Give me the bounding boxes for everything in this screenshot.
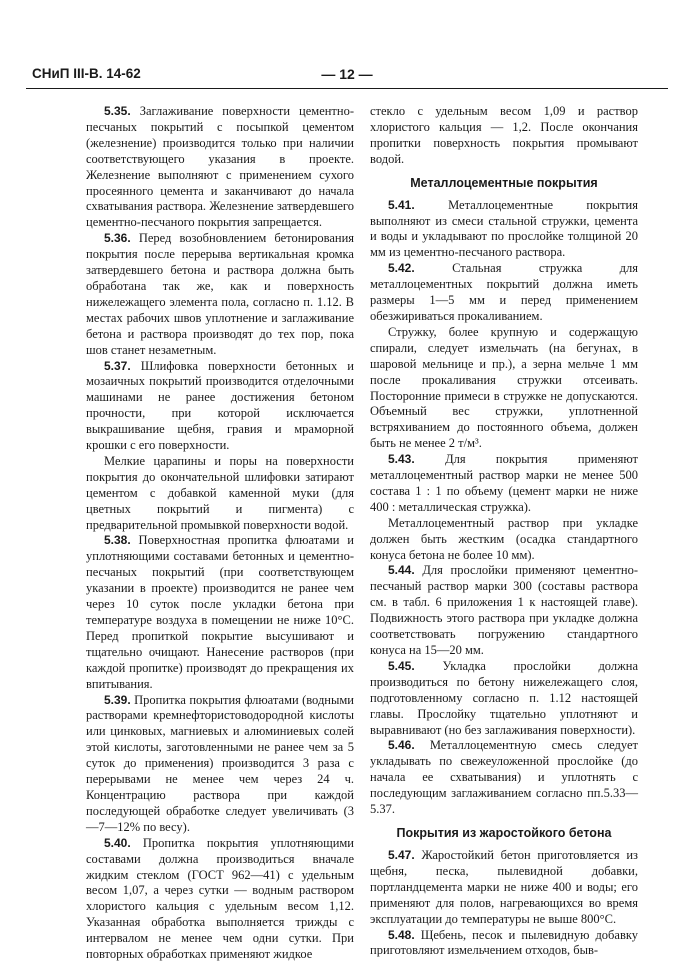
paragraph-5-41: 5.41. Металлоцементные покрытия выполняют из смеси стальной стружки, цемента и воды и укладывают по прослойке толщиной 20 мм из цементно-песчаного раствора. [370, 197, 638, 260]
paragraph-5-36: 5.36. Перед возобновлением бетонирования покрытия после перерыва вертикальная кромка затвердевшего бетона и раствора должна быть обработана так же, как и поверхность нижележащего элемента пола, согласно п. 1.12. В местах рабочих швов уплотнение и заглаживание бетона и раствора производят до тех пор, пока шов станет незаметным. [86, 231, 355, 357]
paragraph-5-40: 5.40. Пропитка покрытия уплотняющими составами должна производиться вначале жидким стеклом (ГОСТ 962—41) с удельным весом 1,07, а через сутки — водным раствором хлористого кальция с удельным весом 1,12. Указанная обработка выполняется трижды с интервалом не менее чем одни сутки. При повторных обработках применяют жидкое [86, 835, 354, 962]
paragraph-5-37-cont: Мелкие царапины и поры на поверхности покрытия до окончательной шлифовки затирают цементом с добавкой каменной муки (для цветных покрытий и пигмента) с предварительной промывкой поверхности водой. [86, 453, 354, 532]
document-code: СНиП III-В. 14-62 [32, 66, 141, 81]
right-column [370, 104, 639, 958]
paragraph-5-35: 5.35. Заглаживание поверхности цементно-песчаных покрытий с посыпкой цементом (железнение) производится только при наличии соответствующего указания в проекте. Железнение выполняют с применением сухого просеянного цемента и заканчивают до начала схватывания раствора. Железнение затвердевшего цементно-песчаного покрытия запрещается. [86, 104, 354, 230]
paragraph-5-37: 5.37. Шлифовка поверхности бетонных и мозаичных покрытий производится отделочными машинами не ранее достижения бетоном прочности, при которой исключается выкрашивание щебня, гравия и мраморной крошки с его поверхности. [86, 358, 354, 453]
running-header [26, 66, 668, 89]
paragraph-5-46: 5.46. Металлоцементную смесь следует укладывать по свежеуложенной прослойке (до начала ее схватывания) и уплотнять с последующим заглаживанием согласно пп.5.33—5.37. [370, 738, 638, 817]
paragraph-5-42: 5.42. Стальная стружка для металлоцементных покрытий должна иметь размеры 1—5 мм и перед применением обезжириваться прокаливанием. [370, 261, 638, 323]
paragraph-5-48: 5.48. Щебень, песок и пылевидную добавку приготовляют измельчением отходов, быв- [370, 927, 639, 958]
section-heading-heat-resistant-concrete: Покрытия из жаростойкого бетона [396, 825, 612, 840]
paragraph-5-44: 5.44. Для прослойки применяют цементно-песчаный раствор марки 300 (составы раствора см. в табл. 6 приложения 1 к настоящей главе). Подвижность этого раствора при укладке должна соответствовать погружению стандартного конуса на 15—20 мм. [370, 563, 638, 657]
left-column [86, 104, 355, 962]
paragraph-5-39: 5.39. Пропитка покрытия флюатами (водными растворами кремнефтористоводородной кислоты или цинковых, магниевых и алюминиевых солей этой кислоты, заготовленными не ранее чем за 5 суток до применения) производится 3 раза с перерывами не менее чем через 24 ч. Концентрацию раствора при каждой последующей обработке следует увеличивать (3—7—12% по весу). [86, 692, 354, 834]
paragraph-5-47: 5.47. Жаростойкий бетон приготовляется из щебня, песка, пылевидной добавки, портландцемента марки не ниже 400 и воды; его применяют для полов, нагревающихся во время эксплуатации до температуры не выше 800°С. [370, 847, 638, 926]
section-heading-metal-cement: Металлоцементные покрытия [410, 175, 598, 190]
page-number: — 12 — [321, 66, 373, 82]
text-columns [86, 104, 639, 962]
paragraph-5-45: 5.45. Укладка прослойки должна производиться по бетону нижележащего слоя, подготовленному согласно п. 1.12 настоящей главы. Прослойку тщательно уплотняют и выравнивают (но без заглаживания поверхности). [370, 658, 638, 737]
paragraph-5-40-cont: стекло с удельным весом 1,09 и раствор хлористого кальция — 1,2. После окончания пропитки поверхность покрытия промывают водой. [370, 104, 638, 166]
paragraph-5-43-cont: Металлоцементный раствор при укладке должен быть жестким (осадка стандартного конуса бетона не более 10 мм). [370, 515, 638, 562]
paragraph-5-38: 5.38. Поверхностная пропитка флюатами и уплотняющими составами бетонных и цементно-песчаных покрытий (при соответствующем указании в проекте) производится не ранее чем через 10 суток после укладки бетона при температуре воздуха в помещении не ниже 10°С. Перед пропиткой покрытие высушивают и тщательно очищают. Нанесение растворов (при каждой пропитке) производят до прекращения их впитывания. [86, 533, 354, 691]
paragraph-5-43: 5.43. Для покрытия применяют металлоцементный раствор марки не менее 500 состава 1 : 1 по объему (цемент марки не ниже 400 : металлическая стружка). [370, 452, 638, 514]
paragraph-5-42-cont: Стружку, более крупную и содержащую спирали, следует измельчать (на бегунах, в шаровой мельнице и пр.), а зерна мельче 1 мм после прокаливания стружки отсеивать. Посторонние примеси в стружке не допускаются. Объемный вес стружки, уплотненной встряхиванием до постоянного объема, должен быть не менее 2 т/м³. [370, 324, 638, 451]
